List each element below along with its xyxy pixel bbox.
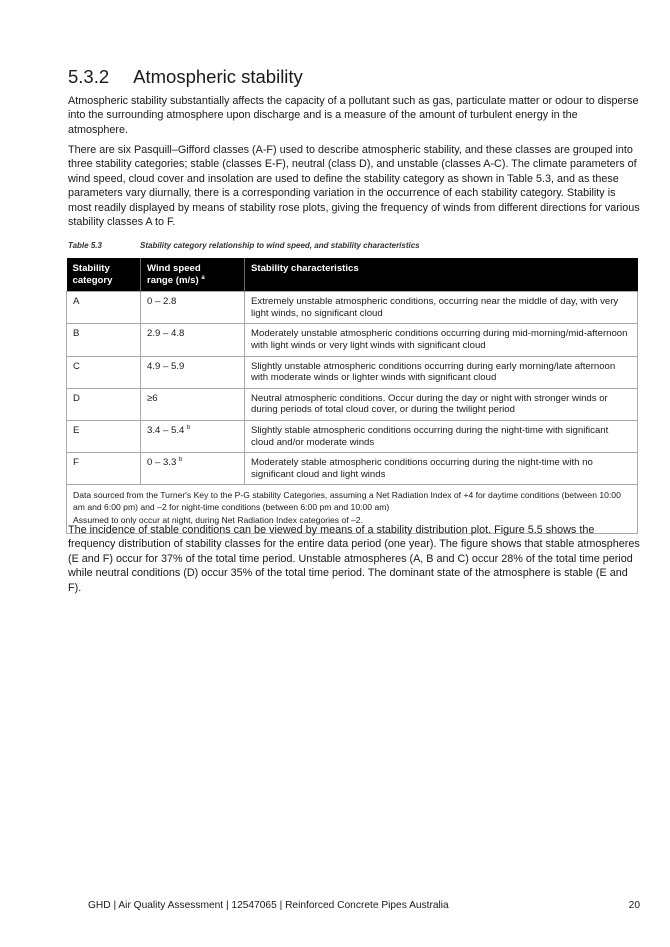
cell-category: E [67, 420, 141, 452]
cell-category: C [67, 356, 141, 388]
cell-characteristics: Moderately stable atmospheric conditions occurring during the night-time with no significant cloud and light winds [245, 453, 638, 485]
cell-characteristics: Neutral atmospheric conditions. Occur during the day or night with stronger winds or during periods of total cloud cover, or during the twilight period [245, 388, 638, 420]
cell-wind-speed: 3.4 – 5.4 $^b$ [141, 420, 245, 452]
cell-category: F [67, 453, 141, 485]
cell-characteristics: Moderately unstable atmospheric conditions occurring during mid-morning/mid-afternoon with light winds or very light winds with significant cloud [245, 324, 638, 356]
footer-text: GHD | Air Quality Assessment | 12547065 | Reinforced Concrete Pipes Australia [88, 900, 449, 911]
table-note-a: Data sourced from the Turner's Key to the P-G stability Categories, assuming a Net Radiation Index of +4 for daytime conditions (between 10:00 am and 6:00 pm) and –2 for night-time conditions (between 6:00 pm and 10:00 am) [73, 490, 621, 512]
cell-wind-speed: 4.9 – 5.9 [141, 356, 245, 388]
section-number: 5.3.2 [68, 66, 110, 87]
cell-category: A [67, 292, 141, 324]
cell-characteristics: Slightly unstable atmospheric conditions occurring during early morning/late afternoon with moderate winds or lighter winds with significant cloud [245, 356, 638, 388]
cell-characteristics: Extremely unstable atmospheric conditions, occurring near the middle of day, with very light winds, no significant cloud [245, 292, 638, 324]
intro-paragraph: Atmospheric stability substantially affects the capacity of a pollutant such as gas, particulate matter or odour to disperse into the surrounding atmosphere upon discharge and is a measure of the amount of turbulent energy in the atmosphere. [68, 95, 639, 136]
table-row [67, 324, 638, 356]
header-stability-characteristics: Stability characteristics [245, 258, 638, 292]
table-caption-number: Table 5.3 [68, 241, 102, 250]
table-header-row [67, 258, 638, 292]
cell-wind-speed: 0 – 2.8 [141, 292, 245, 324]
cell-category: D [67, 388, 141, 420]
stability-table [66, 258, 638, 534]
header-stability-category: Stability category [67, 258, 141, 292]
table-row [67, 388, 638, 420]
table-note-b: Assumed to only occur at night, during Net Radiation Index categories of –2. [73, 514, 363, 525]
table-caption-title: Stability category relationship to wind speed, and stability characteristics [140, 241, 420, 250]
cell-wind-speed: 0 – 3.3 $^b$ [141, 453, 245, 485]
header-wind-speed: Wind speed range (m/s) $^a$ [141, 258, 245, 292]
table-row [67, 420, 638, 452]
page-number: 20 [628, 900, 640, 911]
page-footer [88, 900, 640, 911]
table-caption [68, 241, 420, 250]
classes-paragraph: There are six Pasquill–Gifford classes (A-F) used to describe atmospheric stability, and these classes are grouped into three stability categories; stable (classes E-F), neutral (class D), and unstable (classes A-C). The climate parameters of wind speed, cloud cover and insolation are used to define the stability category as shown in Table 5.3, and as these parameters vary diurnally, there is a corresponding variation in the occurrence of each stability category. Stability is most readily displayed by means of stability rose plots, giving the frequency of winds from different directions for various stability classes A to F. [68, 144, 640, 229]
table-row [67, 453, 638, 485]
cell-wind-speed: ≥6 [141, 388, 245, 420]
section-title: Atmospheric stability [133, 66, 303, 87]
table-row [67, 356, 638, 388]
distribution-paragraph: The incidence of stable conditions can be viewed by means of a stability distribution plot. Figure 5.5 shows the frequency distribution of stability classes for the entire data period (one year). The figure shows that stable atmospheres (E and F) occur for 37% of the total time period. Unstable atmospheres (A, B and C) occur 28% of the total time period while neutral conditions (D) occur 35% of the total time period. The dominant state of the atmosphere is stable (E and F). [68, 524, 640, 594]
section-heading [68, 66, 303, 88]
cell-wind-speed: 2.9 – 4.8 [141, 324, 245, 356]
table-row [67, 292, 638, 324]
cell-category: B [67, 324, 141, 356]
cell-characteristics: Slightly stable atmospheric conditions occurring during the night-time with significant cloud and/or moderate winds [245, 420, 638, 452]
